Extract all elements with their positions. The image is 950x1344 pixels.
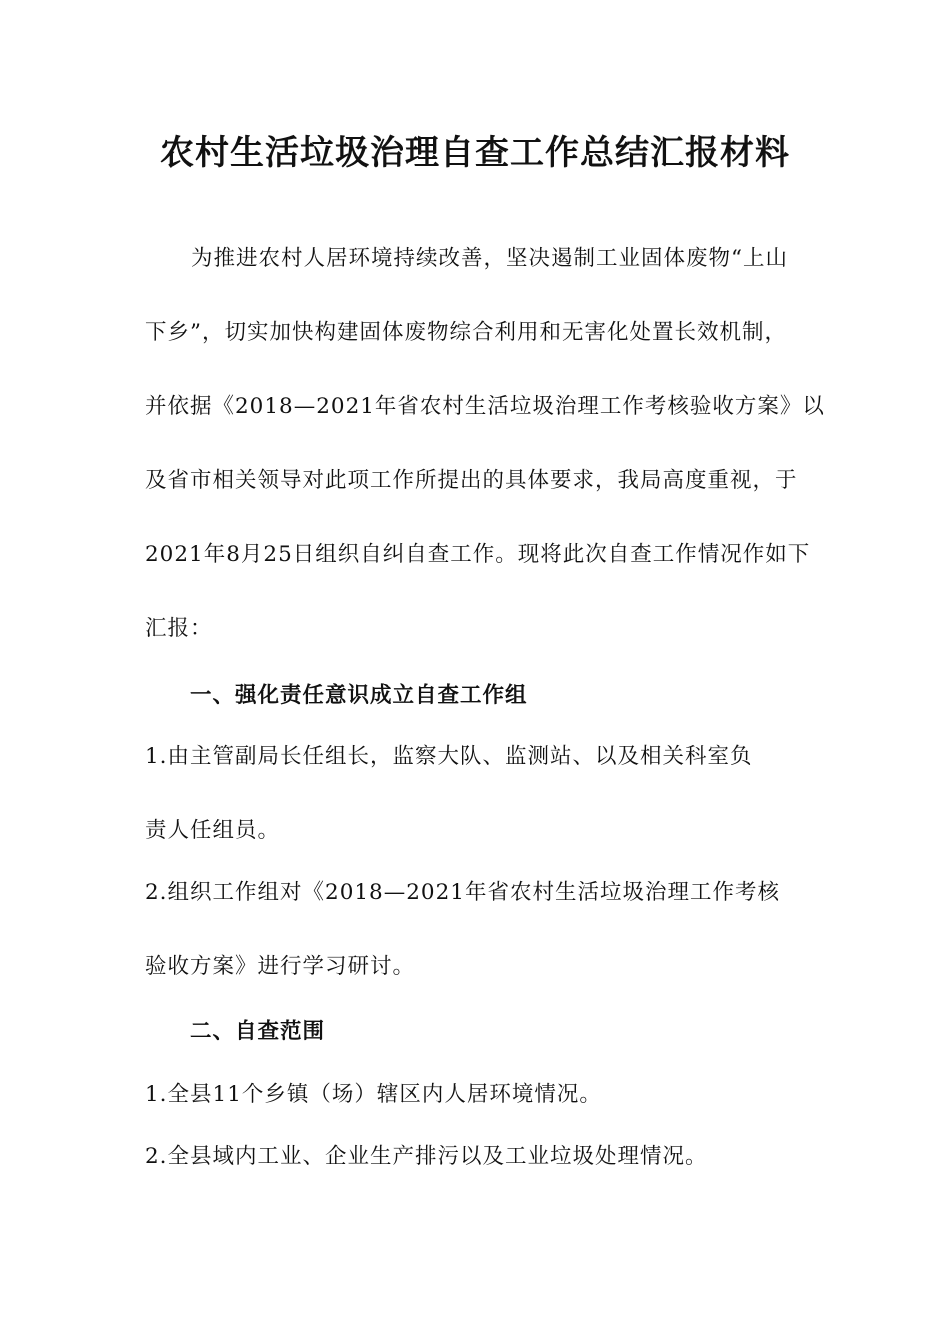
section-2-item-1: 1.全县11个乡镇（场）辖区内人居环境情况。 xyxy=(145,1082,602,1107)
intro-paragraph xyxy=(145,222,825,666)
intro-line-2: 下乡”，切实加快构建固体废物综合利用和无害化处置长效机制， xyxy=(145,320,787,345)
section-2-heading: 二、自查范围 xyxy=(190,1019,326,1044)
intro-line-5: 2021年8月25日组织自纠自查工作。现将此次自查工作情况作如下 xyxy=(145,542,811,567)
section-1-item-1-line-2: 责人任组员。 xyxy=(145,818,281,843)
section-1-item-2 xyxy=(145,856,805,1004)
section-1-heading: 一、强化责任意识成立自查工作组 xyxy=(190,683,528,708)
section-1-item-1-line-1: 1.由主管副局长任组长，监察大队、监测站、以及相关科室负 xyxy=(145,744,753,769)
section-1-item-2-line-2: 验收方案》进行学习研讨。 xyxy=(145,954,416,979)
intro-line-1: 为推进农村人居环境持续改善，坚决遏制工业固体废物“上山 xyxy=(191,246,788,271)
document-title: 农村生活垃圾治理自查工作总结汇报材料 xyxy=(160,133,790,173)
intro-line-6: 汇报： xyxy=(145,616,213,641)
intro-line-3: 并依据《2018—2021年省农村生活垃圾治理工作考核验收方案》以 xyxy=(145,394,825,419)
section-2-item-2: 2.全县域内工业、企业生产排污以及工业垃圾处理情况。 xyxy=(145,1144,708,1169)
intro-line-4: 及省市相关领导对此项工作所提出的具体要求，我局高度重视，于 xyxy=(145,468,798,493)
section-1-item-1 xyxy=(145,720,805,868)
section-1-item-2-line-1: 2.组织工作组对《2018—2021年省农村生活垃圾治理工作考核 xyxy=(145,880,780,905)
